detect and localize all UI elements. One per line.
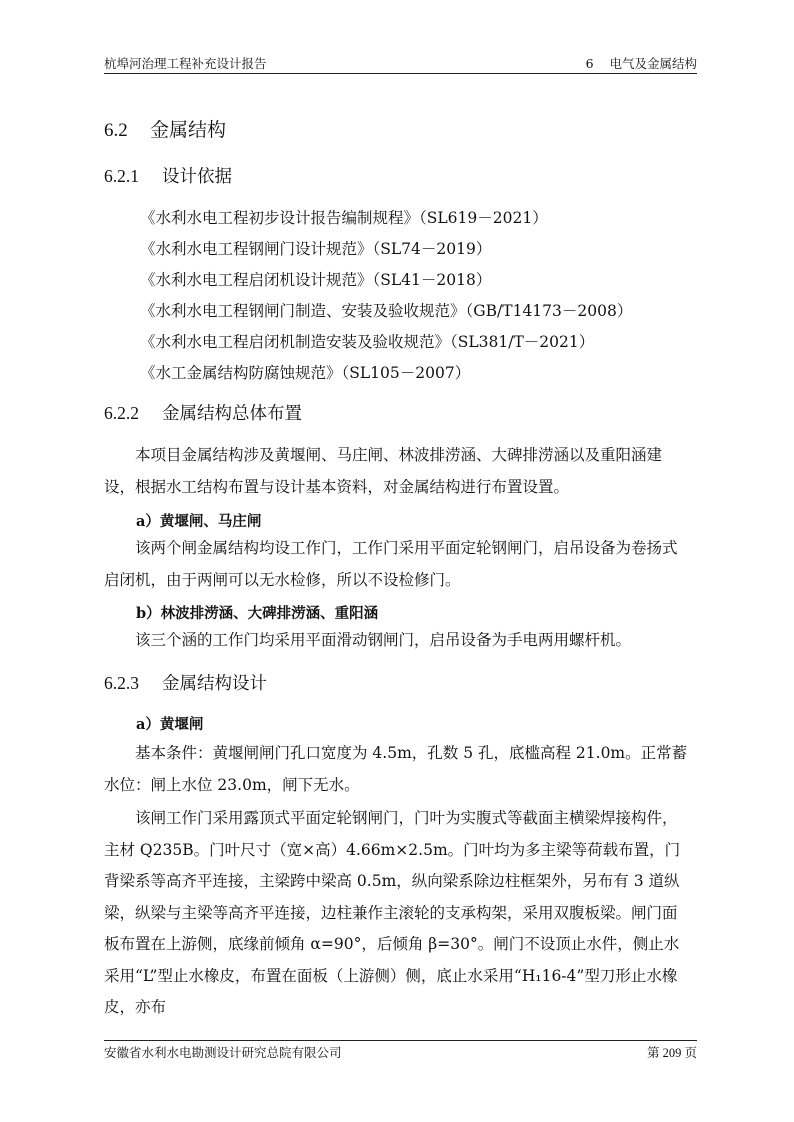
subsection-heading-design — [104, 670, 267, 695]
section-number: 6.2 — [104, 120, 128, 141]
subsection-heading-basis — [104, 163, 232, 188]
reference-item: 《水利水电工程钢闸门设计规范》（SL74－2019） — [140, 240, 492, 258]
header-chapter: 6 电气及金属结构 — [585, 56, 697, 71]
reference-item: 《水利水电工程启闭机设计规范》（SL41－2018） — [140, 271, 492, 289]
footer-divider — [104, 1040, 697, 1041]
reference-item: 《水工金属结构防腐蚀规范》（SL105－2007） — [140, 364, 471, 382]
item-a-paragraph: 该两个闸金属结构均设工作门，工作门采用平面定轮钢闸门，启吊设备为卷扬式启闭机，由于两闸可以无水检修，所以不设检修门。 — [104, 539, 678, 589]
subsection-title: 金属结构设计 — [162, 674, 267, 694]
item-a-heading: a）黄堰闸、马庄闸 — [136, 513, 262, 530]
subsection-title: 设计依据 — [162, 167, 232, 187]
reference-item: 《水利水电工程钢闸门制造、安装及验收规范》（GB/T14173－2008） — [140, 302, 633, 320]
gate-description-paragraph: 该闸工作门采用露顶式平面定轮钢闸门，门叶为实腹式等截面主横梁焊接构件，主材 Q235B。门叶尺寸（宽×高）4.66m×2.5m。门叶均为多主梁等荷载布置，门背梁系等高齐平连接，主梁跨中梁高 0.5m，纵向梁系除边柱框架外，另布有 3 道纵梁，纵梁与主梁等高齐平连接，边柱兼作主滚轮的支承构架，采用双腹板梁。闸门面板布置在上游侧，底缘前倾角 α=90°，后倾角 β=30°。闸门不设顶止水件，侧止水采用“L”型止水橡皮，布置在面板（上游侧）侧，底止水采用“H₁16-4”型刀形止水橡皮，亦布 — [104, 809, 681, 1016]
header-divider — [104, 73, 697, 74]
reference-item: 《水利水电工程初步设计报告编制规程》（SL619－2021） — [140, 209, 548, 227]
subsection-title: 金属结构总体布置 — [162, 404, 302, 424]
subsection-heading-layout — [104, 400, 302, 425]
section-heading — [104, 115, 226, 142]
footer-organization: 安徽省水利水电勘测设计研究总院有限公司 — [104, 1045, 342, 1060]
item-b-paragraph: 该三个涵的工作门均采用平面滑动钢闸门，启吊设备为手电两用螺杆机。 — [135, 631, 632, 649]
page-header — [104, 52, 697, 72]
subsection-number: 6.2.1 — [104, 166, 139, 186]
basic-conditions-paragraph: 基本条件：黄堰闸闸门孔口宽度为 4.5m，孔数 5 孔，底槛高程 21.0m。正常蓄水位：闸上水位 23.0m，闸下无水。 — [104, 744, 688, 794]
header-report-title: 杭埠河治理工程补充设计报告 — [104, 56, 267, 71]
section-title: 金属结构 — [150, 119, 227, 141]
item-b-heading: b）林波排涝涵、大碑排涝涵、重阳涵 — [136, 605, 379, 622]
layout-intro-paragraph: 本项目金属结构涉及黄堰闸、马庄闸、林波排涝涵、大碑排涝涵以及重阳涵建设，根据水工结构布置与设计基本资料，对金属结构进行布置设置。 — [104, 446, 663, 496]
subsection-number: 6.2.3 — [104, 673, 139, 693]
subsection-number: 6.2.2 — [104, 403, 139, 423]
design-item-a-heading: a）黄堰闸 — [136, 716, 204, 733]
page-footer — [104, 1043, 697, 1061]
page-number: 第 209 页 — [646, 1046, 697, 1060]
reference-item: 《水利水电工程启闭机制造安装及验收规范》（SL381/T－2021） — [140, 333, 595, 351]
